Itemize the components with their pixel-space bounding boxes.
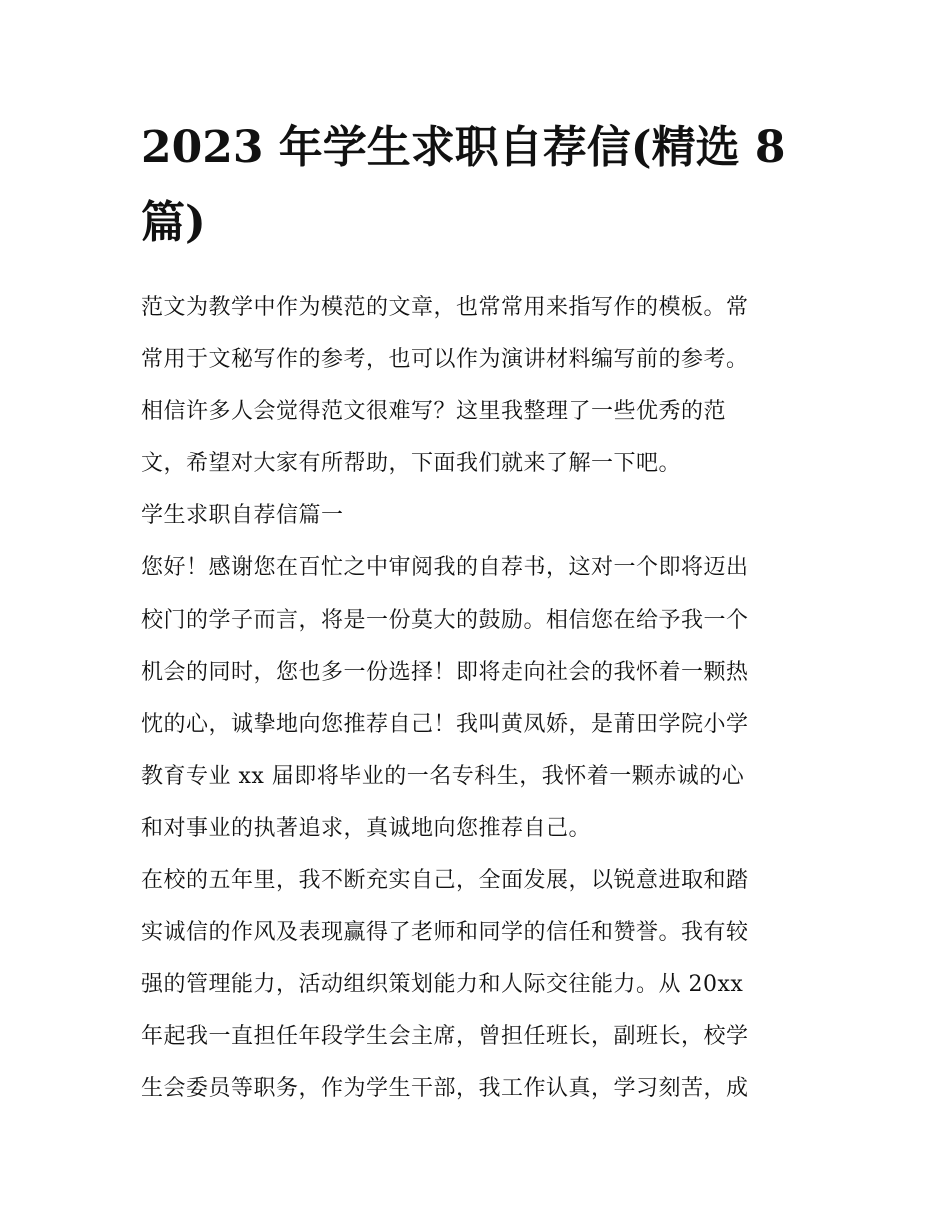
body-line: 实诚信的作风及表现赢得了老师和同学的信任和赞誉。我有较: [141, 920, 749, 946]
title-line-2: 篇): [141, 197, 206, 248]
body-line: 文，希望对大家有所帮助，下面我们就来了解一下吧。: [141, 451, 682, 477]
body-line: 机会的同时，您也多一份选择！即将走向社会的我怀着一颗热: [141, 659, 749, 685]
body-line: 教育专业 xx 届即将毕业的一名专科生，我怀着一颗赤诚的心: [141, 763, 745, 789]
body-line: 校门的学子而言，将是一份莫大的鼓励。相信您在给予我一个: [141, 607, 749, 633]
body-line: 年起我一直担任年段学生会主席，曾担任班长，副班长，校学: [141, 1024, 749, 1050]
document-page: [141, 118, 816, 1102]
body-line: 和对事业的执著追求，真诚地向您推荐自己。: [141, 815, 592, 841]
section-heading: 学生求职自荐信篇一: [141, 503, 344, 529]
title-line-1: 2023 年学生求职自荐信(精选 8: [141, 122, 786, 173]
body-line: 相信许多人会觉得范文很难写？这里我整理了一些优秀的范: [141, 399, 727, 425]
body-line: 常用于文秘写作的参考，也可以作为演讲材料编写前的参考。: [141, 347, 749, 373]
body-line: 范文为教学中作为模范的文章，也常常用来指写作的模板。常: [141, 295, 749, 320]
body-line: 强的管理能力，活动组织策划能力和人际交往能力。从 20xx: [141, 972, 744, 998]
body-line: 忱的心，诚挚地向您推荐自己！我叫黄凤娇，是莆田学院小学: [141, 711, 749, 737]
body-line: 在校的五年里，我不断充实自己，全面发展，以锐意进取和踏: [141, 868, 749, 894]
document-body: [141, 282, 821, 1116]
body-line: 您好！感谢您在百忙之中审阅我的自荐书，这对一个即将迈出: [141, 555, 749, 581]
body-line: 生会委员等职务，作为学生干部，我工作认真，学习刻苦，成: [141, 1076, 749, 1102]
document-title: [141, 118, 816, 253]
